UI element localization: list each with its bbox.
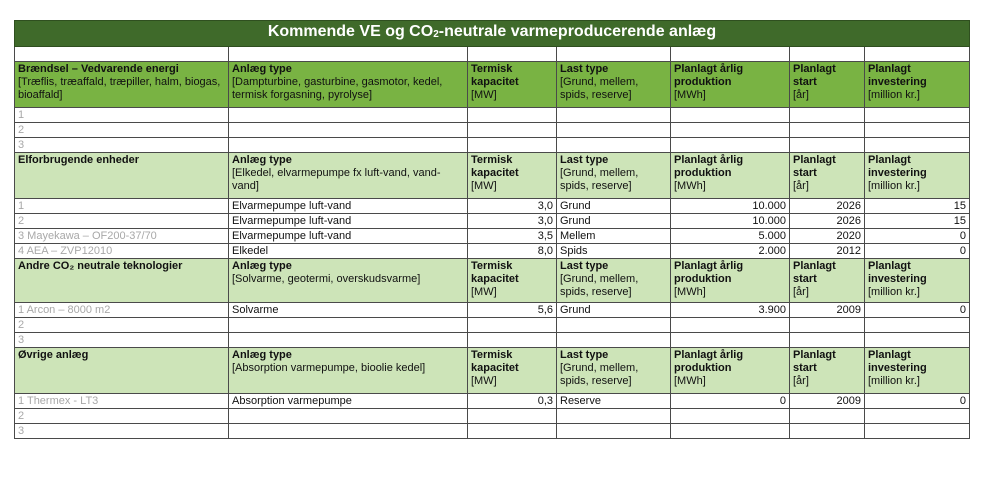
column-header-start-line: start [793,362,817,374]
investering-cell [865,123,970,138]
column-header-termisk [468,259,557,303]
column-header-produktion-line: [MWh] [674,286,706,298]
row-label: 3 [15,424,229,439]
column-header-start-line: Planlagt [793,260,836,272]
column-header-investering-line: Planlagt [868,349,911,361]
termisk-kapacitet-cell: 3,0 [468,214,557,229]
column-header-last-line: Last type [560,63,609,75]
column-header-start-line: [år] [793,89,809,101]
start-year-cell [790,409,865,424]
last-type-cell [557,333,671,348]
anlaeg-type-header [229,153,468,199]
title-text-start: Kommende VE og CO [267,23,434,40]
blank-cell [557,47,671,62]
row-label: 2 [15,409,229,424]
anlaeg-type-description: [Elkedel, elvarmepumpe fx luft-vand, vand-vand] [232,167,441,192]
row-label: 2 [15,318,229,333]
start-year-cell [790,123,865,138]
column-header-last [557,153,671,199]
column-header-produktion-line: Planlagt årlig [674,63,744,75]
table-row [15,333,970,348]
column-header-produktion-line: produktion [674,273,732,285]
column-header-produktion [671,259,790,303]
column-header-start-line: start [793,76,817,88]
investering-cell: 15 [865,214,970,229]
anlaeg-type-title: Anlæg type [232,349,292,361]
anlaeg-type-cell [229,123,468,138]
column-header-start-line: [år] [793,286,809,298]
column-header-last-line: spids, reserve] [560,180,632,192]
column-header-termisk-line: Termisk [471,260,513,272]
termisk-kapacitet-cell [468,333,557,348]
anlaeg-type-header [229,348,468,394]
blank-cell [468,47,557,62]
column-header-investering-line: investering [868,76,927,88]
anlaeg-type-title: Anlæg type [232,63,292,75]
section-name-cell [15,259,229,303]
termisk-kapacitet-cell [468,424,557,439]
column-header-investering-line: [million kr.] [868,375,920,387]
anlaeg-type-cell: Elvarmepumpe luft-vand [229,229,468,244]
table-row [15,244,970,259]
column-header-last-line: spids, reserve] [560,89,632,101]
section-name: Brændsel – Vedvarende energi [18,63,179,75]
column-header-termisk-line: Termisk [471,154,513,166]
section-name: Elforbrugende enheder [18,154,140,166]
last-type-cell: Reserve [557,394,671,409]
column-header-produktion-line: [MWh] [674,89,706,101]
table-title-row [15,21,970,47]
produktion-cell: 0 [671,394,790,409]
investering-cell: 0 [865,394,970,409]
section-header-row [15,62,970,108]
table-row [15,394,970,409]
column-header-start-line: Planlagt [793,349,836,361]
termisk-kapacitet-cell [468,409,557,424]
start-year-cell [790,108,865,123]
start-year-cell [790,424,865,439]
section-header-row [15,259,970,303]
anlaeg-type-header [229,259,468,303]
column-header-start-line: [år] [793,375,809,387]
anlaeg-type-cell: Absorption varmepumpe [229,394,468,409]
investering-cell [865,138,970,153]
section-name-cell [15,153,229,199]
column-header-investering [865,62,970,108]
last-type-cell [557,138,671,153]
investering-cell [865,409,970,424]
start-year-cell: 2026 [790,214,865,229]
produktion-cell [671,108,790,123]
row-label: 4 AEA – ZVP12010 [15,244,229,259]
last-type-cell: Spids [557,244,671,259]
last-type-cell [557,424,671,439]
anlaeg-type-cell: Elkedel [229,244,468,259]
produktion-cell [671,333,790,348]
column-header-last-line: [Grund, mellem, [560,273,639,285]
termisk-kapacitet-cell: 3,0 [468,199,557,214]
anlaeg-type-description: [Solvarme, geotermi, overskudsvarme] [232,273,421,285]
row-label: 1 [15,199,229,214]
anlaeg-type-cell [229,409,468,424]
last-type-cell: Grund [557,199,671,214]
column-header-investering-line: [million kr.] [868,286,920,298]
anlaeg-type-cell [229,108,468,123]
last-type-cell [557,108,671,123]
column-header-start-line: Planlagt [793,154,836,166]
column-header-investering-line: Planlagt [868,260,911,272]
table-title [15,21,970,47]
row-label: 3 [15,138,229,153]
investering-cell [865,333,970,348]
column-header-investering-line: Planlagt [868,63,911,75]
anlaeg-type-header [229,62,468,108]
column-header-start-line: start [793,167,817,179]
column-header-produktion-line: produktion [674,76,732,88]
column-header-termisk-line: kapacitet [471,362,519,374]
table-row [15,214,970,229]
produktion-cell [671,409,790,424]
table-row [15,108,970,123]
blank-cell [671,47,790,62]
column-header-last [557,62,671,108]
column-header-produktion-line: [MWh] [674,180,706,192]
blank-cell [15,47,229,62]
last-type-cell [557,409,671,424]
produktion-cell: 5.000 [671,229,790,244]
table-row [15,303,970,318]
column-header-produktion-line: produktion [674,362,732,374]
termisk-kapacitet-cell: 0,3 [468,394,557,409]
start-year-cell [790,333,865,348]
row-label: 3 [15,333,229,348]
section-name-cell [15,348,229,394]
anlaeg-type-cell [229,333,468,348]
last-type-cell: Grund [557,214,671,229]
column-header-produktion [671,348,790,394]
row-label: 1 Arcon – 8000 m2 [15,303,229,318]
last-type-cell [557,123,671,138]
document-table-wrapper [14,20,969,439]
column-header-investering-line: [million kr.] [868,89,920,101]
column-header-termisk [468,153,557,199]
start-year-cell [790,318,865,333]
column-header-investering [865,259,970,303]
anlaeg-type-cell: Elvarmepumpe luft-vand [229,199,468,214]
plants-table [14,20,970,439]
last-type-cell [557,318,671,333]
column-header-investering-line: investering [868,167,927,179]
row-label: 1 Thermex - LT3 [15,394,229,409]
column-header-investering [865,348,970,394]
column-header-termisk [468,348,557,394]
blank-cell [865,47,970,62]
investering-cell: 0 [865,244,970,259]
investering-cell [865,318,970,333]
start-year-cell: 2026 [790,199,865,214]
termisk-kapacitet-cell [468,123,557,138]
last-type-cell: Mellem [557,229,671,244]
column-header-termisk [468,62,557,108]
table-row [15,424,970,439]
column-header-termisk-line: kapacitet [471,167,519,179]
termisk-kapacitet-cell [468,318,557,333]
column-header-start-line: Planlagt [793,63,836,75]
anlaeg-type-cell: Elvarmepumpe luft-vand [229,214,468,229]
start-year-cell [790,138,865,153]
section-description: [Træflis, træaffald, træpiller, halm, biogas, bioaffald] [18,76,221,101]
termisk-kapacitet-cell [468,108,557,123]
produktion-cell [671,424,790,439]
column-header-termisk-line: Termisk [471,349,513,361]
start-year-cell: 2009 [790,394,865,409]
blank-cell [229,47,468,62]
column-header-produktion-line: produktion [674,167,732,179]
column-header-investering-line: [million kr.] [868,180,920,192]
anlaeg-type-cell: Solvarme [229,303,468,318]
column-header-last-line: [Grund, mellem, [560,167,639,179]
table-row [15,229,970,244]
row-label: 1 [15,108,229,123]
column-header-investering-line: Planlagt [868,154,911,166]
column-header-investering-line: investering [868,362,927,374]
column-header-investering-line: investering [868,273,927,285]
column-header-termisk-line: Termisk [471,63,513,75]
column-header-last-line: [Grund, mellem, [560,362,639,374]
anlaeg-type-description: [Dampturbine, gasturbine, gasmotor, kedel, termisk forgasning, pyrolyse] [232,76,443,101]
produktion-cell [671,318,790,333]
investering-cell: 0 [865,229,970,244]
produktion-cell: 2.000 [671,244,790,259]
column-header-termisk-line: kapacitet [471,76,519,88]
column-header-produktion [671,62,790,108]
column-header-last-line: spids, reserve] [560,286,632,298]
section-name: Andre CO₂ neutrale teknologier [18,260,183,272]
table-row [15,318,970,333]
table-row [15,199,970,214]
anlaeg-type-cell [229,424,468,439]
column-header-last-line: Last type [560,154,609,166]
anlaeg-type-cell [229,318,468,333]
column-header-start [790,259,865,303]
anlaeg-type-description: [Absorption varmepumpe, bioolie kedel] [232,362,426,374]
produktion-cell: 3.900 [671,303,790,318]
section-header-row [15,348,970,394]
column-header-produktion-line: [MWh] [674,375,706,387]
column-header-start-line: [år] [793,180,809,192]
column-header-termisk-line: [MW] [471,375,497,387]
title-text-end: -neutrale varmeproducerende anlæg [438,23,717,40]
section-header-row [15,153,970,199]
column-header-produktion-line: Planlagt årlig [674,154,744,166]
investering-cell [865,108,970,123]
column-header-termisk-line: [MW] [471,180,497,192]
anlaeg-type-cell [229,138,468,153]
title-subscript: 2 [433,29,439,40]
produktion-cell: 10.000 [671,199,790,214]
termisk-kapacitet-cell: 5,6 [468,303,557,318]
table-row [15,409,970,424]
row-label: 3 Mayekawa – OF200-37/70 [15,229,229,244]
anlaeg-type-title: Anlæg type [232,260,292,272]
column-header-last-line: Last type [560,349,609,361]
column-header-produktion [671,153,790,199]
column-header-last [557,348,671,394]
column-header-last-line: Last type [560,260,609,272]
column-header-termisk-line: [MW] [471,286,497,298]
last-type-cell: Grund [557,303,671,318]
column-header-termisk-line: [MW] [471,89,497,101]
column-header-last-line: [Grund, mellem, [560,76,639,88]
produktion-cell [671,123,790,138]
column-header-termisk-line: kapacitet [471,273,519,285]
row-label: 2 [15,123,229,138]
termisk-kapacitet-cell: 8,0 [468,244,557,259]
row-label: 2 [15,214,229,229]
column-header-produktion-line: Planlagt årlig [674,349,744,361]
termisk-kapacitet-cell: 3,5 [468,229,557,244]
investering-cell [865,424,970,439]
blank-row [15,47,970,62]
investering-cell: 15 [865,199,970,214]
column-header-start [790,62,865,108]
column-header-last [557,259,671,303]
column-header-start [790,348,865,394]
termisk-kapacitet-cell [468,138,557,153]
start-year-cell: 2020 [790,229,865,244]
table-row [15,123,970,138]
column-header-produktion-line: Planlagt årlig [674,260,744,272]
table-row [15,138,970,153]
column-header-start-line: start [793,273,817,285]
start-year-cell: 2009 [790,303,865,318]
column-header-start [790,153,865,199]
anlaeg-type-title: Anlæg type [232,154,292,166]
investering-cell: 0 [865,303,970,318]
produktion-cell [671,138,790,153]
blank-cell [790,47,865,62]
section-name: Øvrige anlæg [18,349,89,361]
column-header-last-line: spids, reserve] [560,375,632,387]
produktion-cell: 10.000 [671,214,790,229]
section-name-cell [15,62,229,108]
column-header-investering [865,153,970,199]
start-year-cell: 2012 [790,244,865,259]
